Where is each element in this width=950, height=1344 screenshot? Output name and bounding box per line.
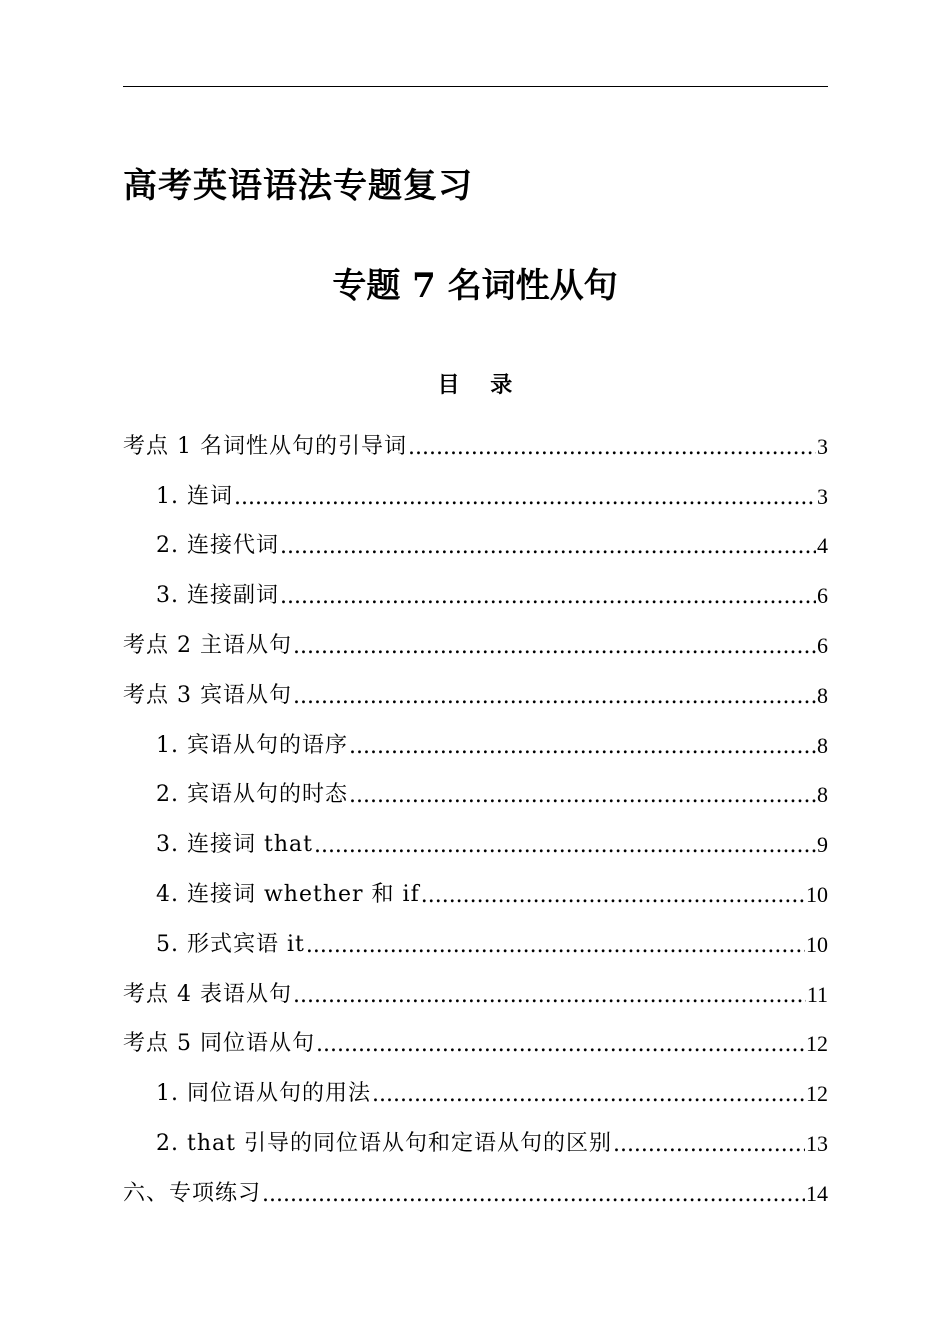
toc-entry-text: 考点 3 宾语从句 (123, 682, 292, 708)
toc-entry-page: 13 (806, 1130, 828, 1156)
toc-entry-text: 1. 宾语从句的语序 (156, 732, 348, 758)
toc-leader-dots (316, 1032, 805, 1057)
toc-entry-page: 8 (817, 782, 828, 808)
toc-entry[interactable] (123, 1008, 828, 1058)
toc-leader-dots (306, 933, 805, 958)
toc-leader-dots (280, 534, 816, 559)
table-of-contents (123, 410, 828, 1207)
toc-entry[interactable] (123, 759, 828, 809)
toc-entry-page: 4 (817, 533, 828, 559)
toc-entry-page: 8 (817, 682, 828, 708)
toc-entry-text: 3. 连接词 that (156, 832, 313, 858)
toc-entry-page: 12 (806, 1031, 828, 1057)
toc-entry[interactable] (123, 559, 828, 609)
toc-leader-dots (372, 1082, 805, 1107)
toc-entry-page: 14 (806, 1180, 828, 1206)
toc-entry-text: 1. 同位语从句的用法 (156, 1081, 371, 1107)
toc-entry-text: 六、专项练习 (123, 1180, 262, 1206)
toc-leader-dots (280, 584, 816, 609)
toc-entry-page: 3 (817, 433, 828, 459)
header-rule (123, 86, 828, 87)
toc-entry-page: 9 (817, 832, 828, 858)
toc-entry[interactable] (123, 908, 828, 958)
toc-entry-page: 6 (817, 583, 828, 609)
toc-leader-dots (314, 833, 816, 858)
toc-entry-text: 4. 连接词 whether 和 if (156, 881, 420, 907)
toc-entry[interactable] (123, 1107, 828, 1157)
toc-leader-dots (293, 634, 816, 659)
toc-entry-page: 6 (817, 632, 828, 658)
toc-entry-text: 考点 5 同位语从句 (123, 1031, 315, 1057)
toc-entry-page: 12 (806, 1081, 828, 1107)
toc-entry-text: 3. 连接副词 (156, 583, 279, 609)
toc-entry-text: 考点 4 表语从句 (123, 981, 292, 1007)
toc-entry-text: 1. 连词 (156, 483, 233, 509)
toc-entry-page: 8 (817, 732, 828, 758)
toc-entry-page: 10 (806, 881, 828, 907)
toc-entry-text: 2. that 引导的同位语从句和定语从句的区别 (156, 1130, 612, 1156)
toc-entry-page: 3 (817, 483, 828, 509)
toc-leader-dots (408, 435, 816, 460)
toc-entry[interactable] (123, 709, 828, 759)
toc-entry-text: 考点 1 名词性从句的引导词 (123, 433, 407, 459)
toc-entry[interactable] (123, 510, 828, 560)
toc-entry-text: 考点 2 主语从句 (123, 632, 292, 658)
toc-entry-text: 2. 连接代词 (156, 533, 279, 559)
toc-entry-page: 10 (806, 931, 828, 957)
toc-entry[interactable] (123, 609, 828, 659)
toc-entry[interactable] (123, 410, 828, 460)
toc-entry-text: 5. 形式宾语 it (156, 931, 305, 957)
toc-entry[interactable] (123, 659, 828, 709)
toc-leader-dots (293, 983, 806, 1008)
toc-entry[interactable] (123, 460, 828, 510)
toc-entry[interactable] (123, 958, 828, 1008)
toc-leader-dots (421, 883, 805, 908)
toc-leader-dots (613, 1132, 805, 1157)
toc-leader-dots (262, 1182, 805, 1207)
document-subtitle: 专题 7 名词性从句 (332, 266, 618, 306)
toc-leader-dots (349, 783, 816, 808)
toc-entry[interactable] (123, 1157, 828, 1207)
toc-heading: 目 录 (437, 372, 513, 398)
toc-entry-page: 11 (806, 981, 828, 1007)
toc-leader-dots (234, 485, 816, 510)
toc-leader-dots (349, 734, 816, 759)
toc-entry-text: 2. 宾语从句的时态 (156, 782, 348, 808)
toc-entry[interactable] (123, 1057, 828, 1107)
toc-entry[interactable] (123, 808, 828, 858)
toc-leader-dots (293, 684, 816, 709)
document-title: 高考英语语法专题复习 (123, 166, 473, 206)
toc-entry[interactable] (123, 858, 828, 908)
